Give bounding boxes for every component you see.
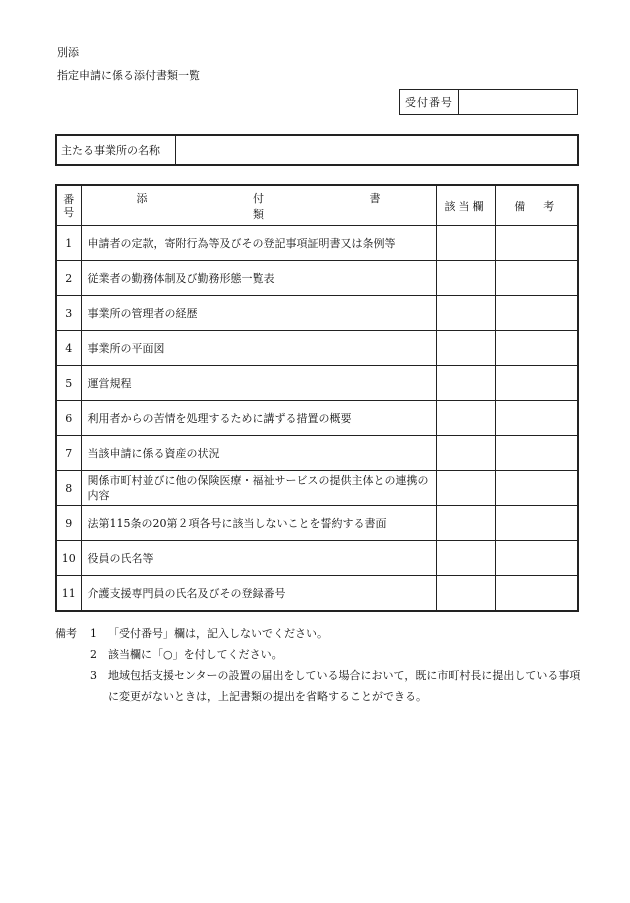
note-text: 「受付番号」欄は，記入しないでください。	[108, 627, 328, 640]
row-number: 1	[56, 226, 81, 261]
row-applicable-cell[interactable]	[436, 576, 495, 612]
row-number: 4	[56, 331, 81, 366]
list-title: 指定申請に係る添付書類一覧	[57, 69, 200, 82]
table-row	[56, 366, 578, 401]
row-document: 法第115条の20第２項各号に該当しないことを誓約する書面	[81, 506, 436, 541]
row-remarks-cell[interactable]	[495, 296, 578, 331]
row-number: 6	[56, 401, 81, 436]
row-number: 8	[56, 471, 81, 506]
table-row	[56, 576, 578, 612]
note-text: 該当欄に「○」を付してください。	[108, 648, 283, 661]
row-applicable-cell[interactable]	[436, 471, 495, 506]
reception-number-label: 受付番号	[400, 90, 459, 114]
row-applicable-cell[interactable]	[436, 366, 495, 401]
row-remarks-cell[interactable]	[495, 576, 578, 612]
row-remarks-cell[interactable]	[495, 226, 578, 261]
header-remarks: 備考	[495, 185, 578, 226]
note-number: 2	[90, 648, 97, 661]
note-item	[55, 623, 585, 644]
documents-table	[55, 184, 579, 612]
row-number: 3	[56, 296, 81, 331]
row-document: 事業所の平面図	[81, 331, 436, 366]
header-number-line2: 号	[63, 205, 75, 219]
row-remarks-cell[interactable]	[495, 436, 578, 471]
table-row	[56, 261, 578, 296]
row-number: 7	[56, 436, 81, 471]
row-number: 11	[56, 576, 81, 612]
row-remarks-cell[interactable]	[495, 541, 578, 576]
row-remarks-cell[interactable]	[495, 261, 578, 296]
note-item	[55, 665, 585, 707]
table-row	[56, 471, 578, 506]
header-documents-char: 類	[253, 207, 264, 221]
row-applicable-cell[interactable]	[436, 401, 495, 436]
row-document: 利用者からの苦情を処理するために講ずる措置の概要	[81, 401, 436, 436]
row-number: 5	[56, 366, 81, 401]
row-applicable-cell[interactable]	[436, 226, 495, 261]
row-document: 申請者の定款，寄附行為等及びその登記事項証明書又は条例等	[81, 226, 436, 261]
row-remarks-cell[interactable]	[495, 401, 578, 436]
reception-number-field[interactable]	[459, 90, 577, 114]
note-text: 地域包括支援センターの設置の届出をしている場合において，既に市町村長に提出している事項に変更がないときは，上記書類の提出を省略することができる。	[108, 669, 581, 703]
row-document: 介護支援専門員の氏名及びその登録番号	[81, 576, 436, 612]
office-name-field[interactable]	[176, 136, 577, 164]
note-number: 1	[90, 627, 97, 640]
row-applicable-cell[interactable]	[436, 296, 495, 331]
table-row	[56, 541, 578, 576]
table-header-row	[56, 185, 578, 226]
row-number: 2	[56, 261, 81, 296]
header-documents-char: 添	[136, 191, 148, 205]
row-document: 事業所の管理者の経歴	[81, 296, 436, 331]
office-name-box	[55, 134, 579, 166]
table-row	[56, 436, 578, 471]
row-number: 9	[56, 506, 81, 541]
row-remarks-cell[interactable]	[495, 331, 578, 366]
row-applicable-cell[interactable]	[436, 261, 495, 296]
header-documents-char: 書	[369, 191, 381, 205]
notes-section	[55, 623, 585, 707]
row-remarks-cell[interactable]	[495, 471, 578, 506]
row-applicable-cell[interactable]	[436, 436, 495, 471]
row-applicable-cell[interactable]	[436, 506, 495, 541]
row-applicable-cell[interactable]	[436, 331, 495, 366]
row-document: 役員の氏名等	[81, 541, 436, 576]
row-document: 運営規程	[81, 366, 436, 401]
reception-number-box	[399, 89, 578, 115]
row-remarks-cell[interactable]	[495, 366, 578, 401]
row-document: 従業者の勤務体制及び勤務形態一覧表	[81, 261, 436, 296]
table-row	[56, 506, 578, 541]
note-item	[55, 644, 585, 665]
table-row	[56, 226, 578, 261]
row-number: 10	[56, 541, 81, 576]
row-document: 当該申請に係る資産の状況	[81, 436, 436, 471]
office-name-label: 主たる事業所の名称	[57, 136, 176, 164]
header-number-line1: 番	[63, 192, 75, 206]
header-number	[56, 185, 81, 226]
table-row	[56, 296, 578, 331]
table-row	[56, 401, 578, 436]
header-applicable: 該当欄	[436, 185, 495, 226]
row-applicable-cell[interactable]	[436, 541, 495, 576]
row-document: 関係市町村並びに他の保険医療・福祉サービスの提供主体との連携の内容	[81, 471, 436, 506]
note-number: 3	[90, 669, 97, 682]
header-documents	[81, 185, 436, 226]
table-row	[56, 331, 578, 366]
row-remarks-cell[interactable]	[495, 506, 578, 541]
attachment-label: 別添	[57, 46, 79, 59]
header-documents-char: 付	[253, 191, 264, 205]
notes-heading: 備考	[55, 627, 77, 640]
